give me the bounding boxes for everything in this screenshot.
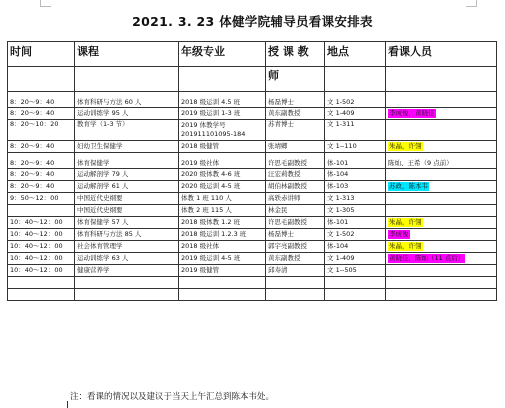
observer-highlight: 黄晓佳，陈灿（11 点后）	[389, 254, 465, 262]
cell-observers	[386, 108, 497, 120]
cell-time: 10：40～12：00	[8, 265, 75, 277]
table-row	[8, 289, 497, 301]
table-row	[8, 253, 497, 265]
cell-location: 文 1-313	[325, 193, 386, 205]
cell-observers	[386, 217, 497, 229]
cell-grade: 2018 级运训 1.2.3 班	[179, 229, 266, 241]
cell-grade: 2019 级社体	[179, 153, 266, 169]
cell-teacher: 林金民	[266, 205, 325, 217]
cell-time: 10：40～12：00	[8, 253, 75, 265]
header-course: 课程	[75, 42, 179, 92]
table-row	[8, 181, 497, 193]
cell-grade: 2019 级运训 1-3 班	[179, 108, 266, 120]
cell-time: 10：40～12：00	[8, 217, 75, 229]
page-title: 2021. 3. 23 体健学院辅导员看课安排表	[132, 14, 373, 29]
table-row	[8, 141, 497, 153]
cell-teacher: 邱寿清	[266, 265, 325, 277]
header-time: 时间	[8, 42, 75, 92]
cell-course: 运动训练学 63 人	[75, 253, 179, 265]
table-row	[8, 205, 497, 217]
cell-location: 体-101	[325, 153, 386, 169]
table-row	[8, 169, 497, 181]
table-header-row	[8, 42, 497, 92]
header-teacher	[266, 42, 325, 92]
page-corner-mark-right	[466, 0, 477, 7]
table-row	[8, 92, 497, 108]
header-location: 地点	[325, 42, 386, 92]
table-row	[8, 265, 497, 277]
footer-rule	[67, 401, 68, 408]
cell-teacher: 黄东副教授	[266, 108, 325, 120]
cell-time: 10：40～12：00	[8, 229, 75, 241]
table-row	[8, 217, 497, 229]
cell-observers	[386, 92, 497, 108]
cell-course: 中国近代史纲要	[75, 205, 179, 217]
schedule-table	[7, 41, 497, 301]
cell-teacher: 杨磊博士	[266, 229, 325, 241]
cell-grade: 2020 级体教 4-6 班	[179, 169, 266, 181]
cell-time: 8：20～9：40	[8, 108, 75, 120]
cell-time: 8：20～9：40	[8, 181, 75, 193]
table-row	[8, 241, 497, 253]
cell-course: 健康营养学	[75, 265, 179, 277]
cell-course: 妇幼卫生保健学	[75, 141, 179, 153]
cell-time: 8：20～10：20	[8, 120, 75, 141]
cell-observers: 陈灿、王希（9 点前）	[386, 153, 497, 169]
cell-location: 文 1-305	[325, 205, 386, 217]
cell-course: 教育学（1-3 节）	[75, 120, 179, 141]
cell-observers	[386, 253, 497, 265]
cell-teacher: 郭宇亮副教授	[266, 241, 325, 253]
cell-time: 8：20～9：40	[8, 141, 75, 153]
cell-location: 文 1-502	[325, 92, 386, 108]
cell-grade	[179, 289, 266, 301]
cell-course: 体育保健学	[75, 153, 179, 169]
observer-highlight: 朱晶，许翎	[389, 142, 422, 150]
cell-location: 文 1--110	[325, 141, 386, 153]
cell-course	[75, 277, 179, 289]
cell-time: 8：20～9：40	[8, 169, 75, 181]
table-row	[8, 229, 497, 241]
cell-course: 体育科研与方法 60 人	[75, 92, 179, 108]
cell-grade	[179, 120, 266, 141]
cell-observers	[386, 265, 497, 277]
header-teacher-line2: 师	[268, 69, 279, 82]
cell-location	[325, 277, 386, 289]
cell-time	[8, 205, 75, 217]
cell-course: 中国近代史纲要	[75, 193, 179, 205]
cell-time: 10：40～12：00	[8, 241, 75, 253]
cell-teacher: 黄东副教授	[266, 253, 325, 265]
cell-location	[325, 289, 386, 301]
cell-location: 文 1-409	[325, 253, 386, 265]
cell-teacher: 张靖卿	[266, 141, 325, 153]
cell-observers	[386, 120, 497, 141]
cell-observers	[386, 289, 497, 301]
cell-teacher: 高轶赤讲师	[266, 193, 325, 205]
cell-grade: 2018 级运训 4.5 班	[179, 92, 266, 108]
cell-location: 文 1-502	[325, 229, 386, 241]
cell-grade: 2018 级社体	[179, 241, 266, 253]
cell-grade: 2020 级运训 4-5 班	[179, 181, 266, 193]
grade-student-ids: 201911101095-184	[181, 130, 246, 138]
cell-teacher	[266, 277, 325, 289]
cell-course: 体育保健学 57 人	[75, 217, 179, 229]
cell-observers	[386, 141, 497, 153]
table-row	[8, 153, 497, 169]
cell-time	[8, 289, 75, 301]
cell-grade: 2019 级健管	[179, 265, 266, 277]
cell-teacher: 许思毛副教授	[266, 217, 325, 229]
cell-teacher: 许思毛副教授	[266, 153, 325, 169]
cell-time	[8, 277, 75, 289]
table-row	[8, 120, 497, 141]
cell-grade: 体教 2 班 115 人	[179, 205, 266, 217]
cell-teacher: 胡伯林副教授	[266, 181, 325, 193]
cell-location: 文 1-409	[325, 108, 386, 120]
table-row	[8, 193, 497, 205]
cell-observers	[386, 229, 497, 241]
observer-highlight: 李成俊	[389, 230, 409, 238]
cell-teacher: 苏青博士	[266, 120, 325, 141]
cell-course: 体育科研与方法 85 人	[75, 229, 179, 241]
cell-course: 运动训练学 95 人	[75, 108, 179, 120]
cell-location: 文 1-311	[325, 120, 386, 141]
cell-location: 体-101	[325, 217, 386, 229]
observer-highlight: 苏政，陈本韦	[389, 182, 428, 190]
cell-time: 8：20～9：40	[8, 153, 75, 169]
cell-teacher: 汪宏莉教授	[266, 169, 325, 181]
header-observers: 看课人员	[386, 42, 497, 92]
cell-grade: 2018 级健管	[179, 141, 266, 153]
cell-observers	[386, 205, 497, 217]
cell-location: 体-104	[325, 169, 386, 181]
footer-note: 注：看课的情况以及建议于当天上午汇总到陈本韦处。	[70, 392, 275, 402]
cell-course: 运动解剖学 61 人	[75, 181, 179, 193]
observer-highlight: 朱晶，许翎	[389, 242, 422, 250]
cell-location: 文 1--505	[325, 265, 386, 277]
observer-highlight: 李成俊，黄晓佳	[389, 109, 435, 117]
page-corner-mark-left	[40, 0, 51, 7]
cell-time: 9：50～12：00	[8, 193, 75, 205]
header-teacher-line1: 授 课 教	[268, 45, 309, 58]
header-grade: 年级专业	[179, 42, 266, 92]
cell-course: 运动解剖学 79 人	[75, 169, 179, 181]
cell-observers	[386, 181, 497, 193]
cell-grade: 2019 级运训 4-5 班	[179, 253, 266, 265]
cell-time: 8：20～9：40	[8, 92, 75, 108]
observer-highlight: 朱晶，许翎	[389, 218, 422, 226]
cell-grade: 体教 1 班 110 人	[179, 193, 266, 205]
table-row	[8, 108, 497, 120]
cell-location: 体-103	[325, 181, 386, 193]
grade-line: 2019 体教学号	[181, 121, 226, 129]
cell-grade: 2018 级体教 1.2 班	[179, 217, 266, 229]
cell-grade	[179, 277, 266, 289]
cell-teacher	[266, 289, 325, 301]
cell-location: 体-104	[325, 241, 386, 253]
cell-observers	[386, 193, 497, 205]
cell-course	[75, 289, 179, 301]
cell-observers	[386, 277, 497, 289]
cell-observers	[386, 169, 497, 181]
cell-teacher: 杨磊博士	[266, 92, 325, 108]
cell-course: 社会体育管理学	[75, 241, 179, 253]
cell-observers	[386, 241, 497, 253]
table-row	[8, 277, 497, 289]
